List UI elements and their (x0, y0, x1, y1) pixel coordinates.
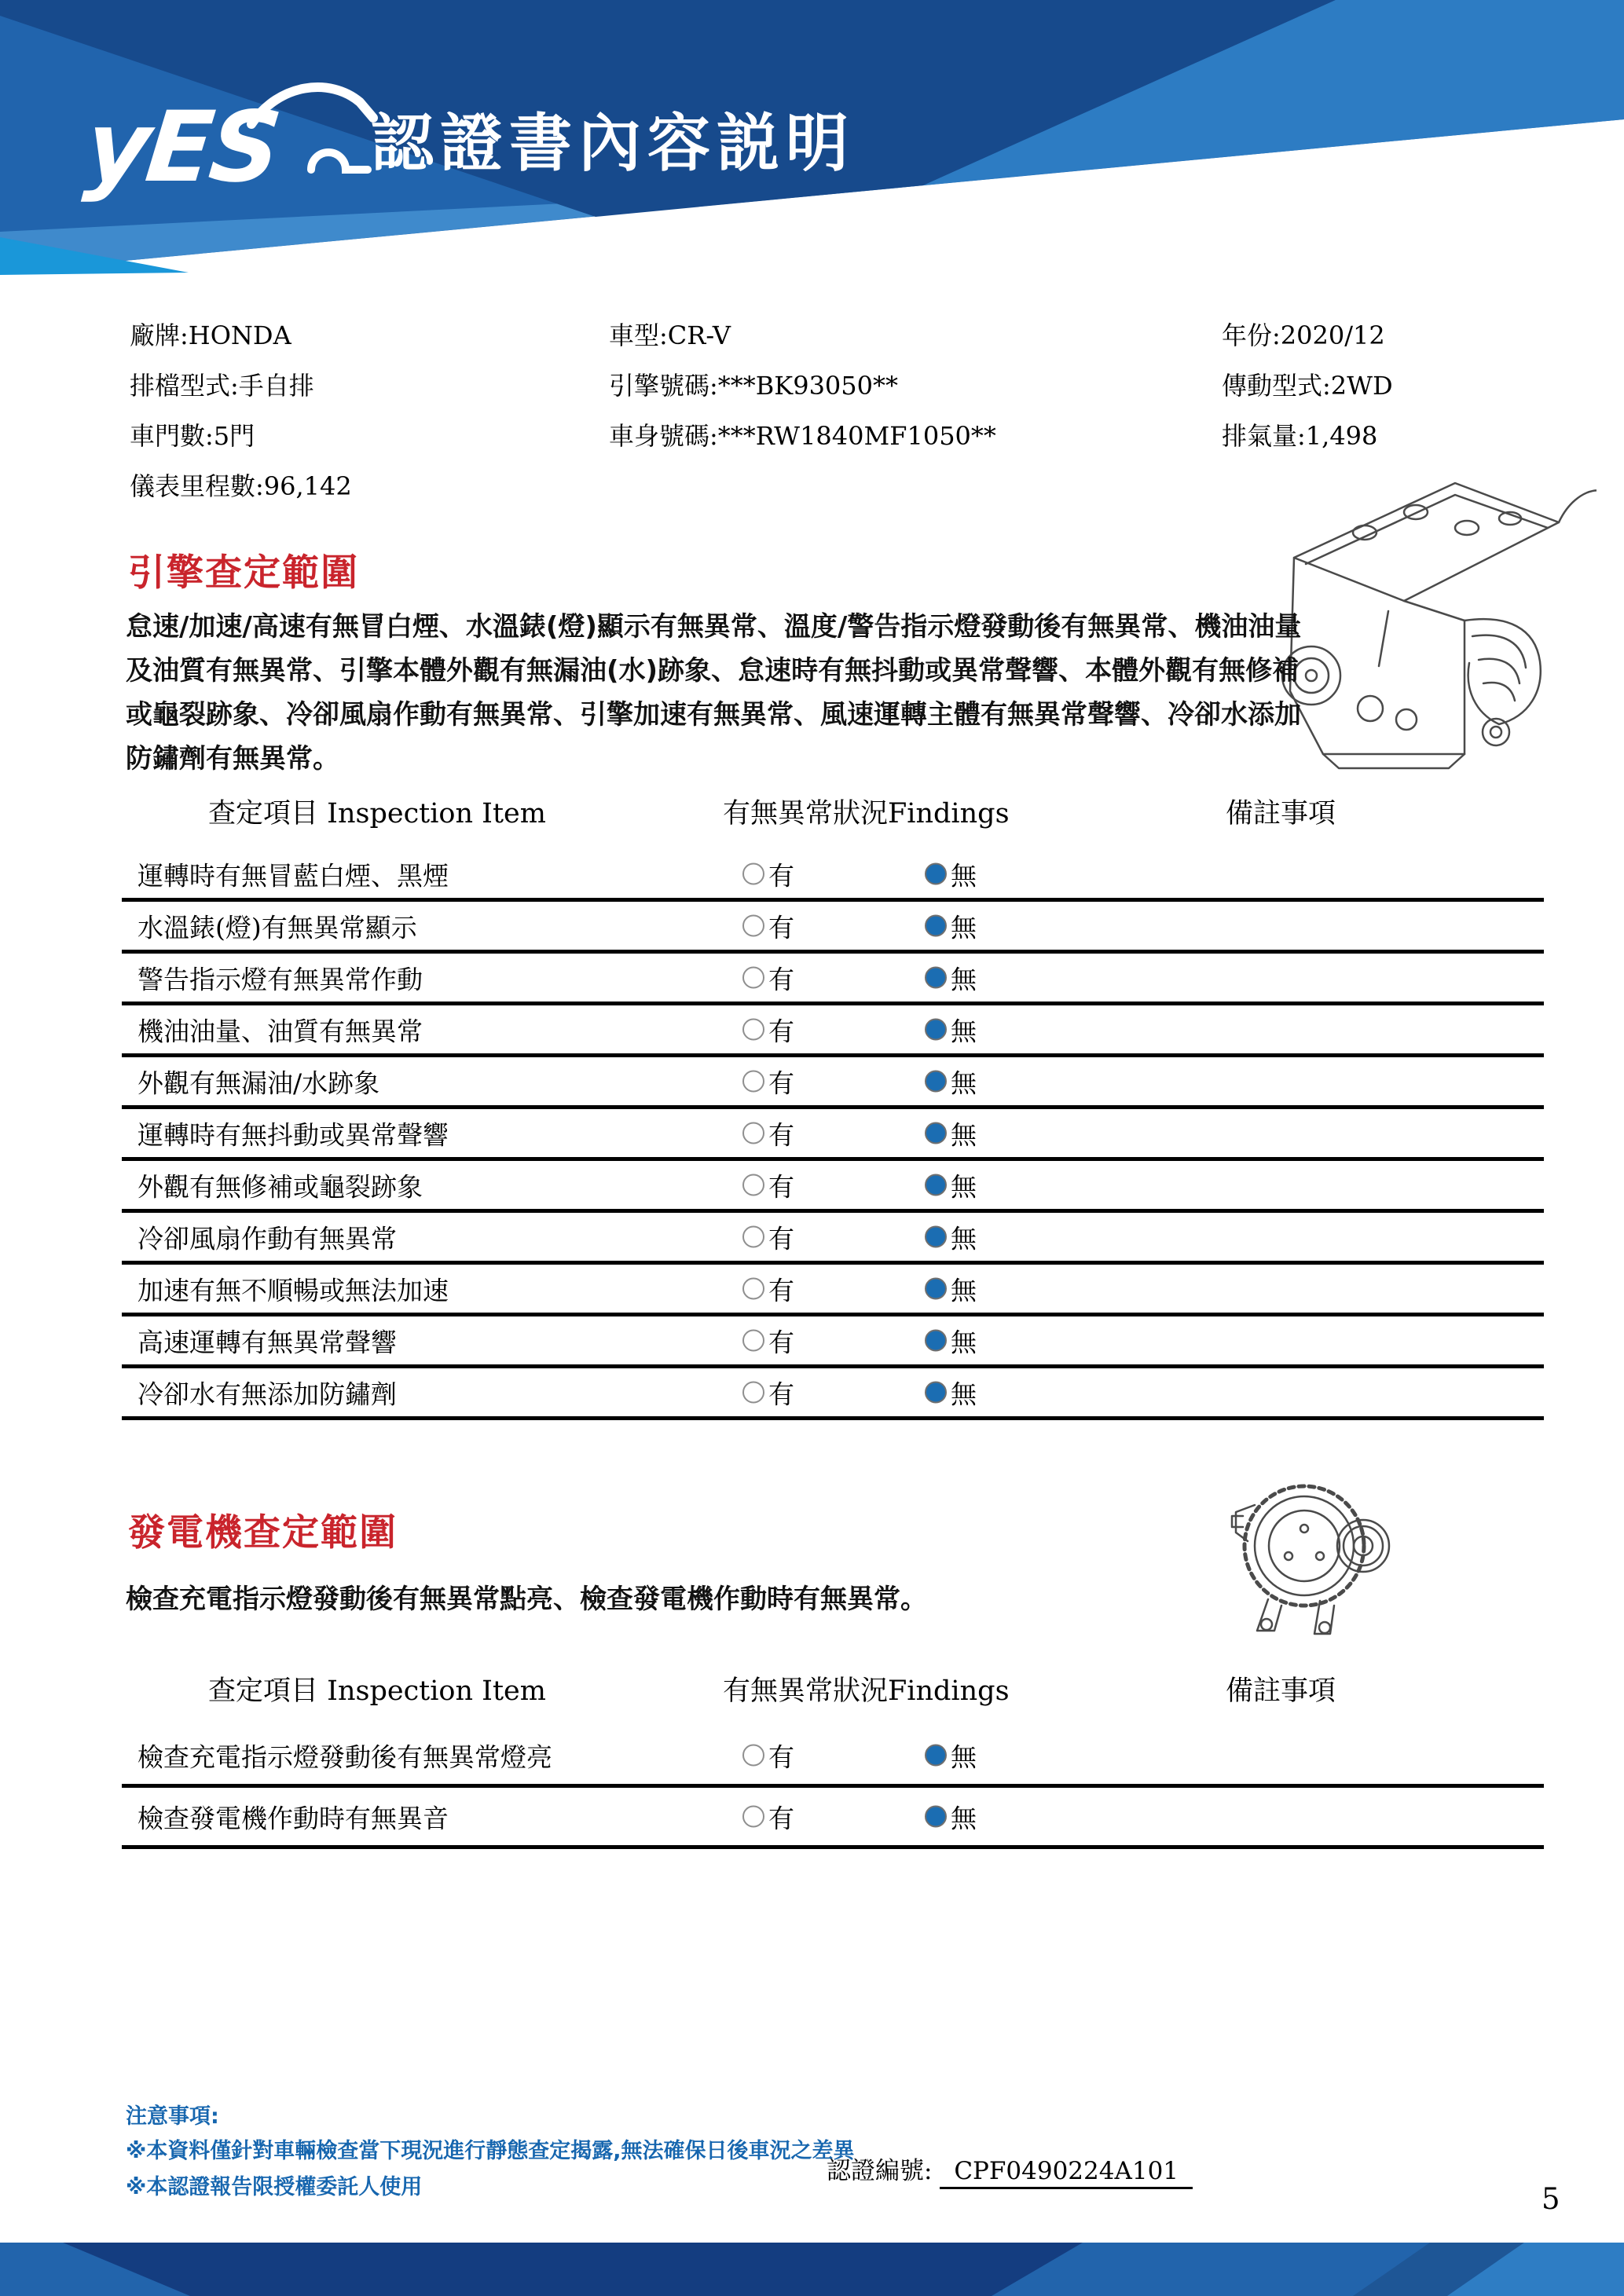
note-item-2: ※本認證報告限授權委託人使用 (126, 2175, 423, 2199)
finding-yes-option (742, 1166, 794, 1203)
finding-no-option (925, 959, 977, 996)
table-row (122, 1005, 1544, 1057)
radio-yes-label: 有 (768, 912, 794, 943)
finding-no-option (925, 855, 977, 892)
radio-yes[interactable] (742, 863, 764, 885)
radio-yes[interactable] (742, 1382, 764, 1404)
table2-header-item: 查定項目 Inspection Item (208, 1675, 546, 1707)
radio-no[interactable] (925, 1330, 947, 1352)
engine-inspection-table (122, 850, 1544, 1420)
inspection-item-label: 警告指示燈有無異常作動 (137, 964, 423, 994)
radio-yes-label: 有 (768, 1741, 794, 1772)
table-row (122, 1788, 1544, 1849)
inspection-item-label: 運轉時有無冒藍白煙、黑煙 (137, 860, 449, 891)
radio-no[interactable] (925, 1122, 947, 1144)
radio-yes[interactable] (742, 1806, 764, 1828)
finding-yes-option (742, 1063, 794, 1100)
finding-yes-option (742, 1115, 794, 1152)
radio-yes[interactable] (742, 967, 764, 989)
vehicle-info-body-no: 車身號碼:***RW1840MF1050** (609, 421, 996, 451)
radio-yes-label: 有 (768, 964, 794, 994)
radio-no[interactable] (925, 1745, 947, 1767)
radio-yes[interactable] (742, 1745, 764, 1767)
finding-no-option (925, 1063, 977, 1100)
table-row (122, 1368, 1544, 1420)
certificate-number-row (827, 2151, 1193, 2186)
radio-no[interactable] (925, 1019, 947, 1041)
table-row (122, 1316, 1544, 1368)
page-title: 認證書內容説明 (371, 107, 855, 180)
radio-yes[interactable] (742, 1071, 764, 1093)
inspection-item-label: 運轉時有無抖動或異常聲響 (137, 1119, 449, 1150)
radio-no[interactable] (925, 1226, 947, 1248)
table2-header-findings: 有無異常狀況Findings (723, 1675, 1010, 1707)
certificate-label: 認證編號: (827, 2157, 933, 2185)
table1-header-remarks: 備註事項 (1226, 798, 1336, 829)
radio-no-label: 無 (951, 1067, 977, 1098)
radio-yes-label: 有 (768, 1327, 794, 1357)
table-row (122, 902, 1544, 954)
radio-yes[interactable] (742, 1019, 764, 1041)
radio-yes[interactable] (742, 1330, 764, 1352)
generator-section-title: 發電機查定範圍 (128, 1511, 398, 1554)
table-row (122, 1265, 1544, 1316)
generator-section-description: 檢查充電指示燈發動後有無異常點亮、檢查發電機作動時有無異常。 (126, 1584, 927, 1615)
table-row (122, 1109, 1544, 1161)
engine-section-description: 怠速/加速/高速有無冒白煙、水溫錶(燈)顯示有無異常、溫度/警告指示燈發動後有無異常、機油油量及油質有無異常、引擎本體外觀有無漏油(水)跡象、怠速時有無抖動或異常聲響、本體外觀有無修補或龜裂跡象、冷卻風扇作動有無異常、引擎加速有無異常、風速運轉主體有無異常聲響、冷卻水添加防鏽劑有無異常。 (126, 611, 1302, 774)
finding-no-option (925, 1115, 977, 1152)
alternator-illustration (1219, 1475, 1416, 1644)
radio-no-label: 無 (951, 1223, 977, 1254)
vehicle-info-gearbox: 排檔型式:手自排 (130, 371, 314, 401)
radio-no[interactable] (925, 967, 947, 989)
table2-header-remarks: 備註事項 (1226, 1675, 1336, 1707)
radio-yes-label: 有 (768, 1275, 794, 1305)
finding-yes-option (742, 855, 794, 892)
radio-no-label: 無 (951, 964, 977, 994)
finding-yes-option (742, 907, 794, 944)
finding-yes-option (742, 1798, 794, 1835)
inspection-item-label: 外觀有無漏油/水跡象 (137, 1067, 380, 1098)
radio-yes[interactable] (742, 1226, 764, 1248)
radio-no[interactable] (925, 1071, 947, 1093)
vehicle-info-model: 車型:CR-V (609, 320, 731, 350)
radio-no-label: 無 (951, 860, 977, 891)
radio-no-label: 無 (951, 1327, 977, 1357)
table-row (122, 1057, 1544, 1109)
yes-logo-text: yES (80, 91, 284, 204)
vehicle-info-mileage: 儀表里程數:96,142 (130, 471, 352, 501)
notes-title: 注意事項: (126, 2104, 219, 2129)
vehicle-info-brand: 廠牌:HONDA (130, 320, 291, 350)
vehicle-info-doors: 車門數:5門 (130, 421, 255, 451)
inspection-item-label: 檢查充電指示燈發動後有無異常燈亮 (137, 1741, 552, 1772)
inspection-item-label: 檢查發電機作動時有無異音 (137, 1803, 449, 1833)
finding-no-option (925, 1011, 977, 1048)
finding-no-option (925, 1798, 977, 1835)
finding-yes-option (742, 959, 794, 996)
radio-no[interactable] (925, 915, 947, 937)
inspection-item-label: 冷卻風扇作動有無異常 (137, 1223, 397, 1254)
vehicle-info-col2 (609, 310, 996, 461)
radio-yes[interactable] (742, 1122, 764, 1144)
radio-yes-label: 有 (768, 1119, 794, 1150)
certificate-number: CPF0490224A101 (940, 2157, 1193, 2189)
finding-yes-option (742, 1270, 794, 1307)
inspection-item-label: 加速有無不順暢或無法加速 (137, 1275, 449, 1305)
vehicle-info-year: 年份:2020/12 (1222, 320, 1385, 350)
finding-yes-option (742, 1011, 794, 1048)
radio-no[interactable] (925, 1382, 947, 1404)
yes-logo (79, 69, 361, 218)
vehicle-info-col3 (1222, 310, 1393, 461)
radio-no[interactable] (925, 1806, 947, 1828)
radio-yes-label: 有 (768, 1171, 794, 1202)
finding-yes-option (742, 1218, 794, 1255)
table-row (122, 1727, 1544, 1788)
table-row (122, 850, 1544, 902)
inspection-item-label: 水溫錶(燈)有無異常顯示 (137, 912, 417, 943)
radio-yes[interactable] (742, 915, 764, 937)
radio-no[interactable] (925, 863, 947, 885)
finding-yes-option (742, 1737, 794, 1774)
radio-yes-label: 有 (768, 1223, 794, 1254)
footer-shape-dark (63, 2243, 1083, 2296)
radio-yes-label: 有 (768, 1016, 794, 1046)
engine-section-title: 引擎查定範圍 (128, 551, 359, 595)
finding-no-option (925, 1322, 977, 1359)
finding-no-option (925, 907, 977, 944)
inspection-item-label: 外觀有無修補或龜裂跡象 (137, 1171, 423, 1202)
footer-banner (0, 2243, 1624, 2296)
inspection-item-label: 高速運轉有無異常聲響 (137, 1327, 397, 1357)
finding-no-option (925, 1374, 977, 1411)
table-row (122, 1213, 1544, 1265)
generator-inspection-table (122, 1727, 1544, 1849)
radio-yes-label: 有 (768, 860, 794, 891)
vehicle-info-displacement: 排氣量:1,498 (1222, 421, 1378, 451)
finding-yes-option (742, 1322, 794, 1359)
radio-no-label: 無 (951, 912, 977, 943)
vehicle-info-col1 (130, 310, 352, 511)
finding-no-option (925, 1218, 977, 1255)
radio-yes-label: 有 (768, 1067, 794, 1098)
radio-no-label: 無 (951, 1119, 977, 1150)
radio-yes-label: 有 (768, 1803, 794, 1833)
radio-no-label: 無 (951, 1803, 977, 1833)
radio-yes-label: 有 (768, 1379, 794, 1409)
finding-no-option (925, 1166, 977, 1203)
finding-no-option (925, 1737, 977, 1774)
radio-no-label: 無 (951, 1379, 977, 1409)
table1-header-item: 查定項目 Inspection Item (208, 798, 546, 829)
note-item-1: ※本資料僅針對車輛檢查當下現況進行靜態查定揭露,無法確保日後車況之差異 (126, 2139, 855, 2163)
radio-no-label: 無 (951, 1171, 977, 1202)
inspection-item-label: 機油油量、油質有無異常 (137, 1016, 423, 1046)
table-row (122, 1161, 1544, 1213)
radio-no[interactable] (925, 1174, 947, 1196)
car-swoosh-icon (236, 69, 385, 218)
finding-yes-option (742, 1374, 794, 1411)
radio-no-label: 無 (951, 1016, 977, 1046)
finding-no-option (925, 1270, 977, 1307)
radio-yes[interactable] (742, 1174, 764, 1196)
radio-yes[interactable] (742, 1278, 764, 1300)
table-row (122, 954, 1544, 1005)
radio-no-label: 無 (951, 1275, 977, 1305)
vehicle-info-drivetrain: 傳動型式:2WD (1222, 371, 1393, 401)
vehicle-info-engine-no: 引擎號碼:***BK93050** (609, 371, 899, 401)
page-number: 5 (1542, 2182, 1560, 2216)
table1-header-findings: 有無異常狀況Findings (723, 798, 1010, 829)
radio-no-label: 無 (951, 1741, 977, 1772)
inspection-item-label: 冷卻水有無添加防鏽劑 (137, 1379, 397, 1409)
radio-no[interactable] (925, 1278, 947, 1300)
